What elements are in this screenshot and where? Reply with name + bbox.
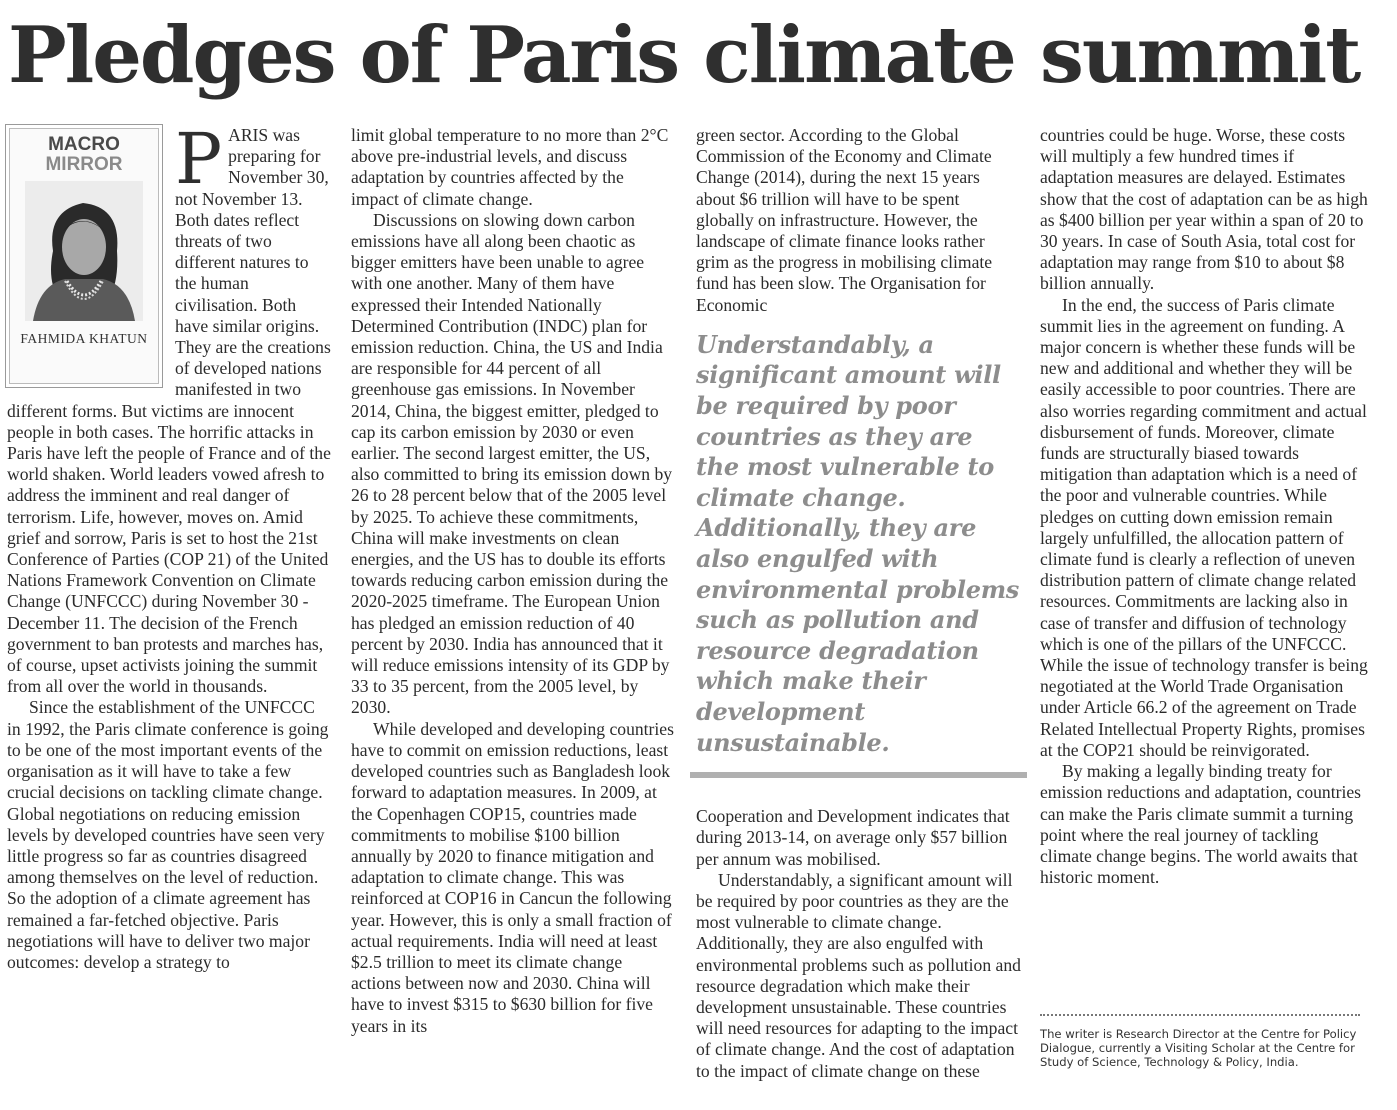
headline: Pledges of Paris climate summit bbox=[8, 10, 1360, 101]
column-box bbox=[5, 124, 163, 388]
pull-quote: Understandably, a significant amount will be required by poor countries as they are the most vulnerable to climate change. Additionally, they are also engulfed with environmental problems such as pollution and resource degradation which make their development unsustainable. bbox=[696, 329, 1020, 757]
drop-cap: P bbox=[175, 118, 223, 200]
paragraph: limit global temperature to no more than 2°C above pre-industrial levels, and discuss adaptation by countries affected by the impact of climate change. bbox=[351, 125, 669, 209]
paragraph: countries could be huge. Worse, these costs will multiply a few hundred times if adaptation measures are delayed. Estimates show that the cost of adaptation can be as high as $400 billion per year within a span of 20 to 30 years. In case of South Asia, total cost for adaptation may range from $10 to about $8 billion annually. bbox=[1040, 125, 1368, 294]
paragraph: Cooperation and Development indicates that during 2013-14, on average only $57 billion per annum was mobilised. bbox=[696, 806, 1010, 869]
paragraph: By making a legally binding treaty for emission reductions and adaptation, countries can make the Paris climate summit a turning point where the real journey of tackling climate change begins. The world awaits that historic moment. bbox=[1040, 761, 1362, 888]
paragraph: Since the establishment of the UNFCCC in 1992, the Paris climate conference is going to be one of the most important events of the organisation as it will have to take a few crucial decisions on tackling climate change. Global negotiations on reducing emission levels by developed countries have seen very little progress so far as countries disagreed among themselves on the level of reduction. So the adoption of a climate agreement has remained a far-fetched objective. Paris negotiations will have to deliver two major outcomes: develop a strategy to bbox=[7, 697, 329, 972]
author-byline: FAHMIDA KHATUN bbox=[20, 331, 148, 346]
paragraph: Understandably, a significant amount will be required by poor countries as they are the most vulnerable to climate change. Additionally, they are also engulfed with environmental problems such as pollution and resource degradation which make their development unsustainable. These countries will need resources for adapting to the impact of climate change. And the cost of adaptation to the impact of climate change on these bbox=[696, 869, 1021, 1081]
article-column-1 bbox=[7, 118, 332, 973]
article-column-3 bbox=[696, 125, 1021, 1082]
footnote-divider bbox=[1040, 1014, 1360, 1016]
column-brand-mirror: MIRROR bbox=[45, 154, 123, 175]
paragraph: green sector. According to the Global Commission of the Economy and Climate Change (2014), during the next 15 years about $6 trillion will have to be spent globally on infrastructure. However, the landscape of climate finance looks rather grim as the progress in mobilising climate fund has been slow. The Organisation for Economic bbox=[696, 125, 993, 315]
column-brand-macro: MACRO bbox=[48, 134, 120, 155]
paragraph: In the end, the success of Paris climate summit lies in the agreement on funding. A major concern is whether these funds will be new and additional and whether they will be easily accessible to poor countries. There are also worries regarding commitment and actual disbursement of funds. Moreover, climate funds are structurally biased towards mitigation than adaptation which is a need of the poor and vulnerable countries. While pledges on cutting down emission remain largely unfulfilled, the allocation pattern of climate fund is clearly a reflection of uneven distribution pattern of climate change related resources. Commitments are lacking also in case of transfer and diffusion of technology which is one of the pillars of the UNFCCC. While the issue of technology transfer is being negotiated at the World Trade Organisation under Article 66.2 of the agreement on Trade Related Intellectual Property Rights, promises at the COP21 should be reinvigorated. bbox=[1040, 294, 1368, 760]
paragraph-text: ARIS was preparing for November 30, not November 13. Both dates reflect threats of two different natures to the human civilisation. Both have similar origins. They are the creations of developed nations manifested in two different forms. But victims are innocent people in both cases. The horrific attacks in Paris have left the people of France and of the world shaken. World leaders vowed afresh to address the imminent and real danger of terrorism. Life, however, moves on. Amid grief and sorrow, Paris is set to host the 21st Conference of Parties (COP 21) of the United Nations Framework Convention on Climate Change (UNFCCC) during November 30 - December 11. The decision of the French government to ban protests and marches has, of course, upset activists joining the summit from all over the world in thousands. bbox=[7, 125, 331, 697]
paragraph: While developed and developing countries have to commit on emission reductions, least developed countries such as Bangladesh look forward to adaptation measures. In 2009, at the Copenhagen COP15, countries made commitments to mobilise $100 billion annually by 2020 to finance mitigation and adaptation to climate change. This was reinforced at COP16 in Cancun the following year. However, this is only a small fraction of actual requirements. India will need at least $2.5 trillion to meet its climate change actions between now and 2030. China will have to invest $315 to $630 billion for five years in its bbox=[351, 718, 674, 1036]
author-portrait bbox=[25, 181, 143, 321]
article-column-4 bbox=[1040, 125, 1370, 1015]
paragraph: Discussions on slowing down carbon emissions have all along been chaotic as bigger emitters have been unable to agree with one another. Many of them have expressed their Intended Nationally Determined Contribution (INDC) plan for emission reduction. China, the US and India are responsible for 44 percent of all greenhouse gas emissions. In November 2014, China, the biggest emitter, pledged to cap its carbon emission by 2030 or even earlier. The second largest emitter, the US, also committed to bring its emission down by 26 to 28 percent below that of the 2005 level by 2025. To achieve these commitments, China will make investments on clean energies, and the US has to double its efforts towards reducing carbon emission during the 2020-2025 timeframe. The European Union has pledged an emission reduction of 40 percent by 2030. India has announced that it will reduce emissions intensity of its GDP by 33 to 35 percent, from the 2005 level, by 2030. bbox=[351, 209, 673, 718]
author-footnote: The writer is Research Director at the Centre for Policy Dialogue, currently a Visiting Scholar at the Centre for Study of Science, Technology & Policy, India. bbox=[1040, 1027, 1357, 1070]
article-column-2 bbox=[351, 125, 676, 1037]
